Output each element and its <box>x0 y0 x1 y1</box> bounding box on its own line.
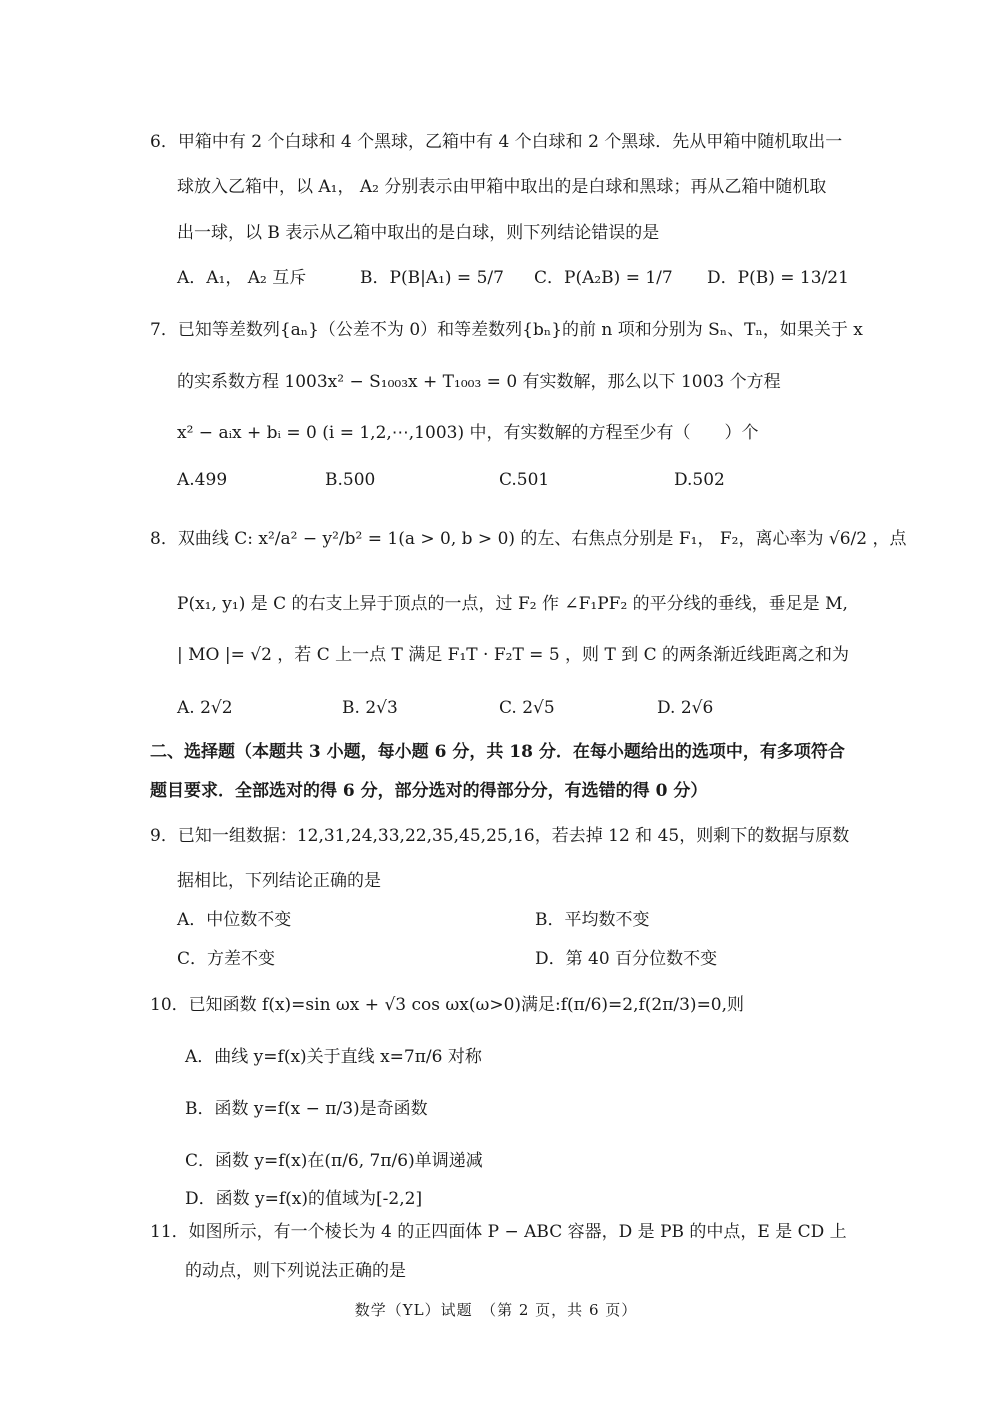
q6-option-a: A．A₁， A₂ 互斥 <box>177 268 307 288</box>
page-footer: 数学（YL）试题 （第 2 页，共 6 页） <box>354 1301 638 1319</box>
q9-line1: 9．已知一组数据：12,31,24,33,22,35,45,25,16，若去掉 12 和 45，则剩下的数据与原数 <box>150 826 850 846</box>
q7-line1: 7．已知等差数列{aₙ}（公差不为 0）和等差数列{bₙ}的前 n 项和分别为 Sₙ、Tₙ，如果关于 x <box>150 320 863 340</box>
q10-option-c: C．函数 y=f(x)在(π/6, 7π/6)单调递减 <box>185 1151 483 1171</box>
q8-line1: 8．双曲线 C: x²/a² − y²/b² = 1(a > 0, b > 0) 的左、右焦点分别是 F₁， F₂，离心率为 √6/2 ，点 <box>150 529 907 549</box>
q8-line2: P(x₁, y₁) 是 C 的右支上异于顶点的一点，过 F₂ 作 ∠F₁PF₂ 的平分线的垂线，垂足是 M, <box>177 594 848 614</box>
q9-line2: 据相比，下列结论正确的是 <box>177 871 381 891</box>
q7-option-b: B.500 <box>325 470 376 490</box>
q10-line1: 10．已知函数 f(x)=sin ωx + √3 cos ωx(ω>0)满足:f(π/6)=2,f(2π/3)=0,则 <box>150 995 745 1015</box>
section2-heading-line2: 题目要求．全部选对的得 6 分，部分选对的得部分分，有选错的得 0 分） <box>150 781 708 801</box>
q6-line2: 球放入乙箱中，以 A₁， A₂ 分别表示由甲箱中取出的是白球和黑球；再从乙箱中随机取 <box>177 177 827 197</box>
q9-option-b: B．平均数不变 <box>535 910 650 930</box>
q7-option-c: C.501 <box>499 470 550 490</box>
q8-option-b: B. 2√3 <box>342 698 398 718</box>
q6-option-c: C．P(A₂B) = 1/7 <box>534 268 673 288</box>
q8-option-a: A. 2√2 <box>177 698 233 718</box>
q9-option-a: A．中位数不变 <box>177 910 292 930</box>
q7-line2: 的实系数方程 1003x² − S₁₀₀₃x + T₁₀₀₃ = 0 有实数解，那么以下 1003 个方程 <box>177 372 781 392</box>
q6-line1: 6．甲箱中有 2 个白球和 4 个黑球，乙箱中有 4 个白球和 2 个黑球．先从甲箱中随机取出一 <box>150 132 843 152</box>
q6-option-d: D．P(B) = 13/21 <box>707 268 849 288</box>
q9-option-c: C．方差不变 <box>177 949 276 969</box>
q8-option-c: C. 2√5 <box>499 698 555 718</box>
q8-option-d: D. 2√6 <box>657 698 714 718</box>
section2-heading-line1: 二、选择题（本题共 3 小题，每小题 6 分，共 18 分．在每小题给出的选项中，有多项符合 <box>150 742 845 762</box>
q11-line1: 11．如图所示，有一个棱长为 4 的正四面体 P − ABC 容器，D 是 PB 的中点，E 是 CD 上 <box>150 1222 847 1242</box>
q10-option-b: B．函数 y=f(x − π/3)是奇函数 <box>185 1099 428 1119</box>
q7-line3: x² − aᵢx + bᵢ = 0 (i = 1,2,⋯,1003) 中，有实数解的方程至少有（ ）个 <box>177 423 759 443</box>
q10-option-d: D．函数 y=f(x)的值域为[-2,2] <box>185 1189 423 1209</box>
q6-option-b: B．P(B|A₁) = 5/7 <box>360 268 504 288</box>
q11-line2: 的动点，则下列说法正确的是 <box>185 1261 406 1281</box>
q7-option-d: D.502 <box>674 470 725 490</box>
q8-line3: | MO |= √2 ，若 C 上一点 T 满足 F₁T · F₂T = 5 ，则 T 到 C 的两条渐近线距离之和为 <box>177 645 850 665</box>
q6-line3: 出一球，以 B 表示从乙箱中取出的是白球，则下列结论错误的是 <box>177 223 660 243</box>
q9-option-d: D．第 40 百分位数不变 <box>535 949 718 969</box>
q10-option-a: A．曲线 y=f(x)关于直线 x=7π/6 对称 <box>185 1047 482 1067</box>
q7-option-a: A.499 <box>177 470 228 490</box>
